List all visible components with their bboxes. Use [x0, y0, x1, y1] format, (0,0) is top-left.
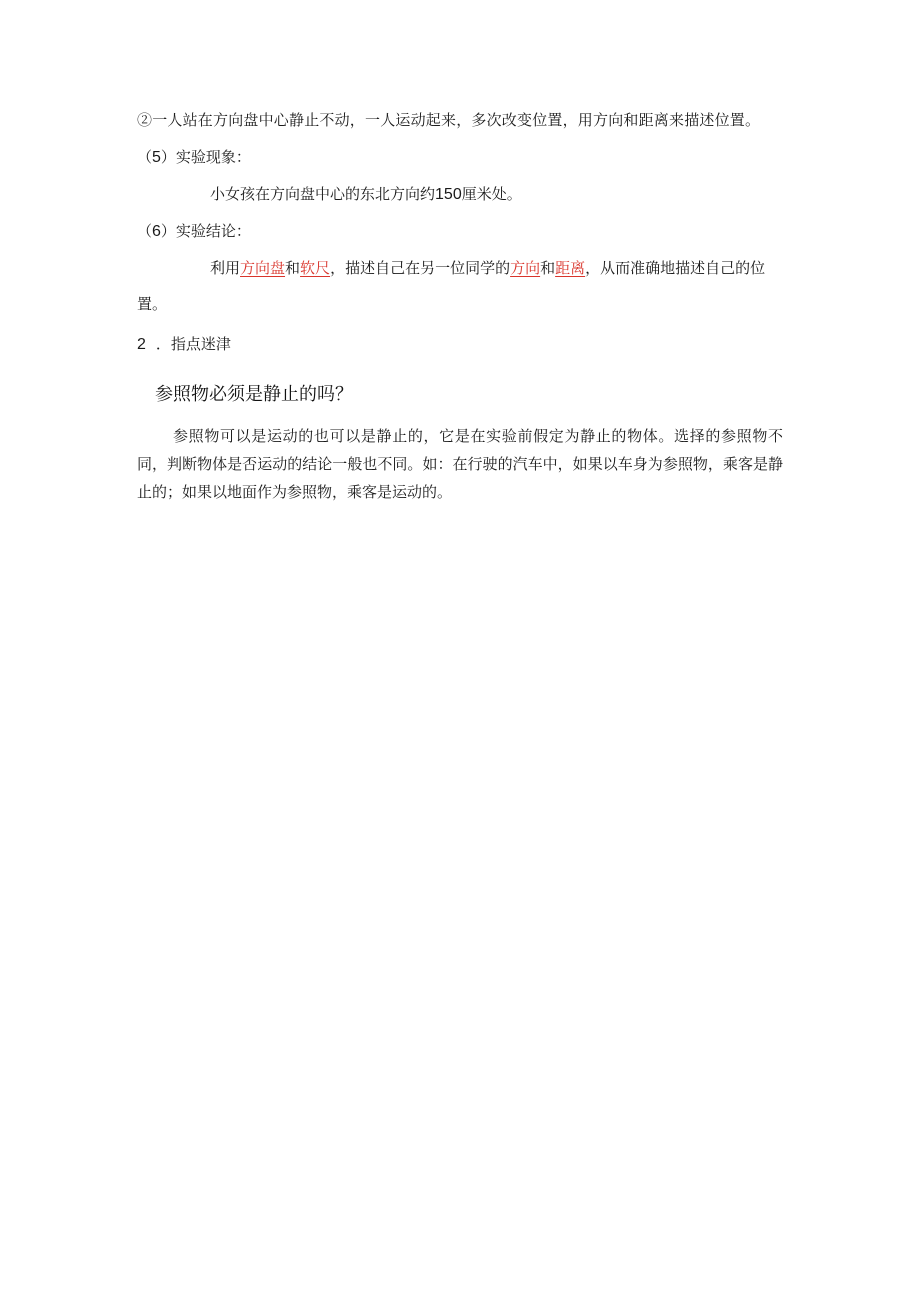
section-5-body-number: 150: [435, 186, 462, 203]
section-5-number: 5: [152, 149, 161, 166]
section-6-text-4: 和: [540, 259, 556, 277]
answer-blank-2: 软尺: [300, 259, 331, 277]
section-6-text-5: ，从而准确地描述自己的位: [585, 259, 766, 277]
section-6-body-wrap: 置。: [137, 295, 168, 313]
part-2-number: 2: [137, 336, 146, 353]
section-6-text-3: ，描述自己在另一位同学的: [330, 259, 511, 277]
answer-blank-1: 方向盘: [240, 259, 286, 277]
part-2-heading: [137, 334, 231, 355]
section-6-number: 6: [152, 223, 161, 240]
answer-blank-3: 方向: [510, 259, 541, 277]
answer-paragraph: 参照物可以是运动的也可以是静止的，它是在实验前假定为静止的物体。选择的参照物不同，判断物体是否运动的结论一般也不同。如：在行驶的汽车中，如果以车身为参照物，乘客是静止的；如果以地面作为参照物，乘客是运动的。: [137, 427, 783, 501]
section-5-body-after: 厘米处。: [461, 185, 522, 203]
section-5-heading: [137, 147, 251, 168]
step-2-text: ②一人站在方向盘中心静止不动，一人运动起来，多次改变位置，用方向和距离来描述位置。: [137, 111, 761, 129]
part-2-title: ．指点迷津: [155, 335, 231, 353]
section-6-title: ）实验结论：: [160, 222, 251, 240]
section-5-title: ）实验现象：: [160, 148, 251, 166]
question-heading: 参照物必须是静止的吗？: [155, 384, 353, 404]
section-5-body: [210, 184, 522, 205]
section-5-body-before: 小女孩在方向盘中心的东北方向约: [210, 185, 436, 203]
section-6-text-2: 和: [285, 259, 301, 277]
section-6-heading: [137, 221, 251, 242]
section-6-body: [210, 258, 765, 278]
section-6-open: （: [137, 222, 153, 240]
section-6-text-1: 利用: [210, 259, 241, 277]
section-5-open: （: [137, 148, 153, 166]
answer-blank-4: 距离: [555, 259, 586, 277]
